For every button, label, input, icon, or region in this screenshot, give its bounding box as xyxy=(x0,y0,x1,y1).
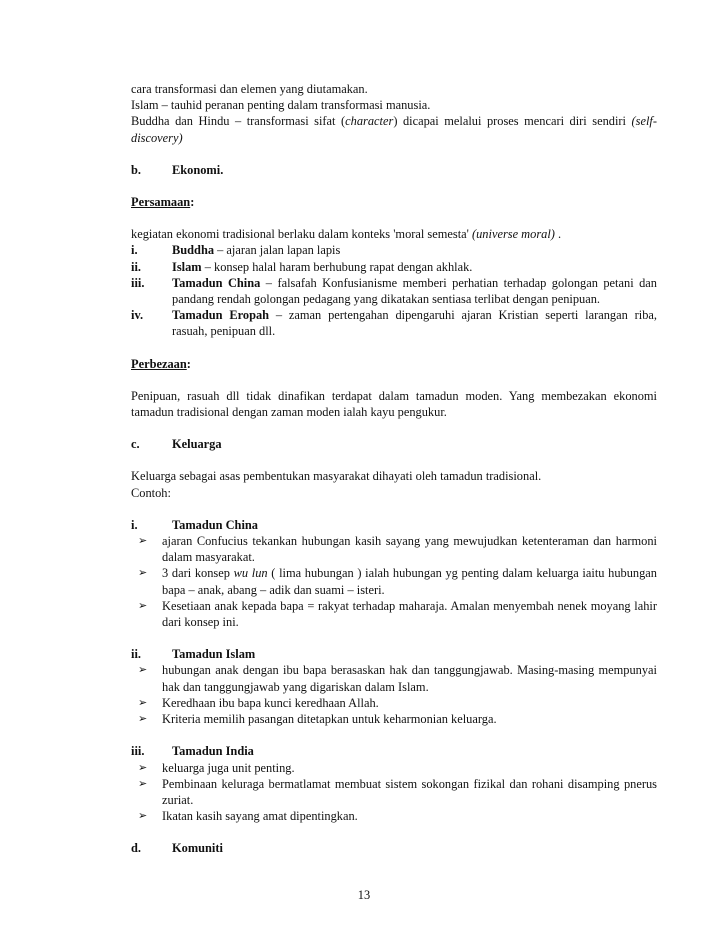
section-heading-c: c. Keluarga xyxy=(131,437,222,452)
arrow-bullet-icon: ➢ xyxy=(138,599,148,612)
document-page xyxy=(131,81,657,857)
intro-line-3: Buddha dan Hindu – transformasi sifat (character) dicapai melalui proses mencari diri sendiri (self-discovery) xyxy=(131,114,657,145)
list-item: i. Buddha – ajaran jalan lapan lapis xyxy=(131,243,341,258)
arrow-bullet-icon: ➢ xyxy=(138,567,148,580)
arrow-bullet-icon: ➢ xyxy=(138,761,148,774)
subsection-heading-china: i. Tamadun China xyxy=(131,517,258,532)
subsection-heading-islam: ii. Tamadun Islam xyxy=(131,647,256,662)
bullet-item: ➢ keluarga juga unit penting. xyxy=(138,760,295,775)
bullet-item: ➢ ajaran Confucius tekankan hubungan kasih sayang yang mewujudkan ketenteraman dan harmoni dalam masyarakat. xyxy=(138,534,657,565)
arrow-bullet-icon: ➢ xyxy=(138,713,148,726)
subsection-heading-india: iii. Tamadun India xyxy=(131,744,254,759)
bullet-item: ➢ Kriteria memilih pasangan ditetapkan untuk keharmonian keluarga. xyxy=(138,712,497,727)
bullet-item: ➢ hubungan anak dengan ibu bapa berasaskan hak dan tanggungjawab. Masing-masing mempunyai hak dan tanggungjawab yang digariskan dalam Islam. xyxy=(138,663,657,694)
intro-line-2: Islam – tauhid peranan penting dalam transformasi manusia. xyxy=(131,98,431,113)
bullet-item: ➢ Pembinaan keluraga bermatlamat membuat sistem sokongan fizikal dan rohani disamping pnerus zuriat. xyxy=(138,776,657,807)
arrow-bullet-icon: ➢ xyxy=(138,810,148,823)
page-number: 13 xyxy=(357,888,371,902)
perbezaan-heading: Perbezaan: xyxy=(131,356,191,371)
arrow-bullet-icon: ➢ xyxy=(138,664,148,677)
persamaan-lead: kegiatan ekonomi tradisional berlaku dalam konteks 'moral semesta' (universe moral) . xyxy=(131,227,562,242)
section-heading-b: b. Ekonomi. xyxy=(131,162,224,177)
list-item: iv. Tamadun Eropah – zaman pertengahan dipengaruhi ajaran Kristian seperti larangan riba, rasuah, penipuan dll. xyxy=(131,308,657,339)
list-item: ii. Islam – konsep halal haram berhubung rapat dengan akhlak. xyxy=(131,259,473,274)
bullet-item: ➢ Keredhaan ibu bapa kunci keredhaan Allah. xyxy=(138,695,379,710)
bullet-item: ➢ Ikatan kasih sayang amat dipentingkan. xyxy=(138,809,358,824)
arrow-bullet-icon: ➢ xyxy=(138,696,148,709)
section-heading-d: d. Komuniti xyxy=(131,841,223,856)
list-item: iii. Tamadun China – falsafah Konfusianisme memberi perhatian terhadap golongan petani dan pandang rendah golongan pedagang yang dikatakan sentiasa terlibat dengan penipuan. xyxy=(131,275,657,307)
arrow-bullet-icon: ➢ xyxy=(138,535,148,548)
contoh-label: Contoh: xyxy=(131,485,171,500)
bullet-item: ➢ Kesetiaan anak kepada bapa = rakyat terhadap maharaja. Amalan menyembah nenek moyang lahir dari konsep ini. xyxy=(138,598,657,630)
intro-line-1: cara transformasi dan elemen yang diutamakan. xyxy=(131,82,368,96)
keluarga-lead: Keluarga sebagai asas pembentukan masyarakat dihayati oleh tamadun tradisional. xyxy=(131,469,542,484)
arrow-bullet-icon: ➢ xyxy=(138,777,148,790)
persamaan-heading: Persamaan: xyxy=(131,195,195,210)
perbezaan-text: Penipuan, rasuah dll tidak dinafikan terdapat dalam tamadun moden. Yang membezakan ekonomi tamadun tradisional dengan zaman moden ialah kayu pengukur. xyxy=(131,388,657,420)
bullet-item: ➢ 3 dari konsep wu lun ( lima hubungan ) ialah hubungan yg penting dalam keluarga iaitu hubungan bapa – anak, abang – adik dan suami – isteri. xyxy=(138,566,657,597)
